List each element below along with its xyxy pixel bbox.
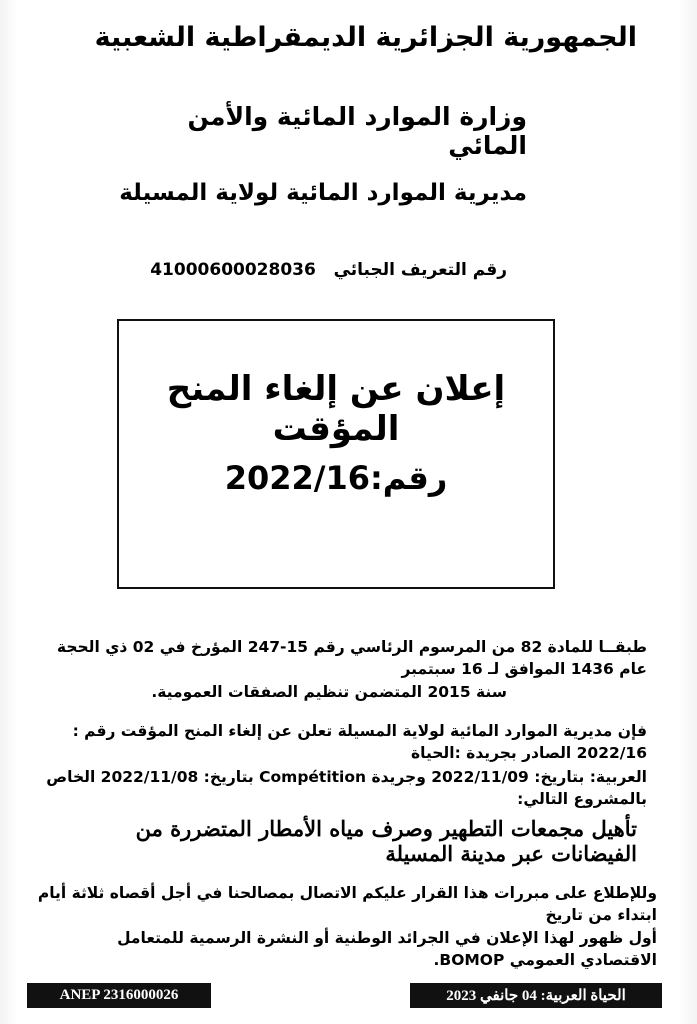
fiscal-id-value: 41000600028036 bbox=[150, 260, 316, 280]
directorate-heading: مديرية الموارد المائية لولاية المسيلة bbox=[119, 180, 527, 206]
body-paragraph-2: سنة 2015 المتضمن تنظيم الصفقات العمومية. bbox=[151, 683, 507, 701]
notice-title-box bbox=[117, 319, 555, 589]
newspaper-date-badge: الحياة العربية: 04 جانفي 2023 bbox=[410, 983, 662, 1008]
notice-number-value: 2022/16 bbox=[224, 459, 370, 497]
notice-number bbox=[119, 459, 553, 497]
body-paragraph-5: وللإطلاع على مبررات هذا القرار عليكم الاتصال بمصالحنا في أجل أقصاه ثلاثة أيام ابتداء من تاريخ bbox=[37, 884, 657, 924]
body-paragraph-6: أول ظهور لهذا الإعلان في الجرائد الوطنية أو النشرة الرسمية للمتعامل الاقتصادي العمومي BOMOP. bbox=[117, 929, 657, 969]
ministry-heading: وزارة الموارد المائية والأمن المائي bbox=[187, 102, 527, 160]
notice-number-label: رقم: bbox=[370, 459, 448, 497]
project-title: تأهيل مجمعات التطهير وصرف مياه الأمطار المتضررة من الفيضانات عبر مدينة المسيلة bbox=[135, 816, 637, 866]
anep-reference-badge: ANEP 2316000026 bbox=[27, 983, 211, 1008]
notice-title: إعلان عن إلغاء المنح المؤقت bbox=[166, 369, 506, 449]
fiscal-id-label: رقم التعريف الجبائي bbox=[333, 260, 507, 280]
body-paragraph-4: العربية: بتاريخ: 2022/11/09 وجريدة Compétition بتاريخ: 2022/11/08 الخاص بالمشروع التالي: bbox=[46, 768, 647, 808]
republic-heading: الجمهورية الجزائرية الديمقراطية الشعبية bbox=[94, 22, 637, 53]
body-paragraph-1: طبقــا للمادة 82 من المرسوم الرئاسي رقم 15-247 المؤرخ في 02 ذي الحجة عام 1436 الموافق لـ 16 سبتمبر bbox=[56, 638, 647, 678]
body-paragraph-3: فإن مديرية الموارد المائية لولاية المسيلة تعلن عن إلغاء المنح المؤقت رقم : 2022/16 الصادر بجريدة :الحياة bbox=[72, 722, 647, 762]
fiscal-id-line bbox=[107, 260, 507, 280]
